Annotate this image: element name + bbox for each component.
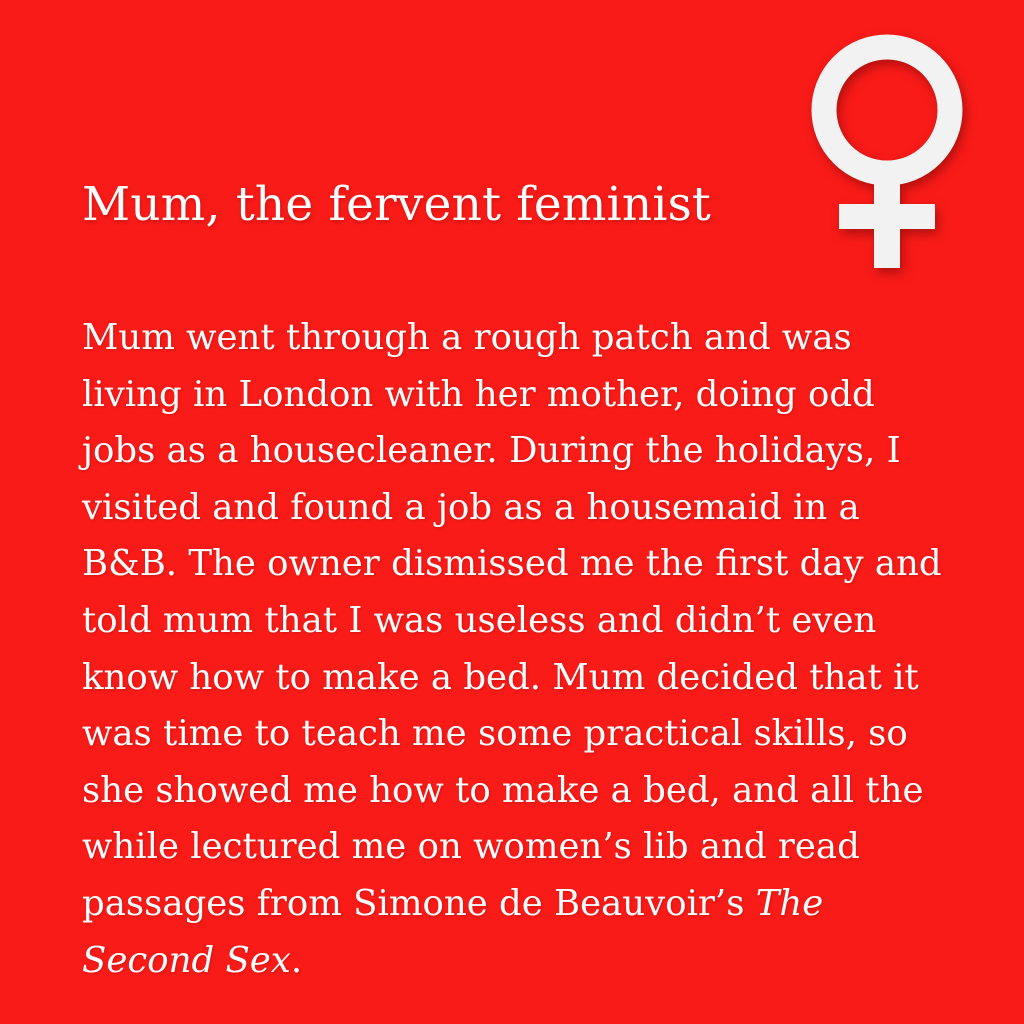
body-text-part-1: Mum went through a rough patch and was living in London with her mother, doing odd jobs as a housecleaner. During the holidays, I visited and found a job as a housemaid in a B&B. The owner dismissed me the first day and told mum that I was useless and didn’t even know how to make a bed. Mum decided that it was time to teach me some practical skills, so she showed me how to make a bed, and all the while lectured me on women’s lib and read passages from Simone de Beauvoir’s bbox=[82, 317, 942, 924]
body-text-part-2: . bbox=[290, 939, 303, 981]
page-title: Mum, the fervent feminist bbox=[82, 177, 712, 232]
venus-female-symbol-icon bbox=[792, 32, 982, 272]
body-paragraph bbox=[82, 310, 944, 989]
book-title: The Second Sex bbox=[82, 882, 824, 981]
